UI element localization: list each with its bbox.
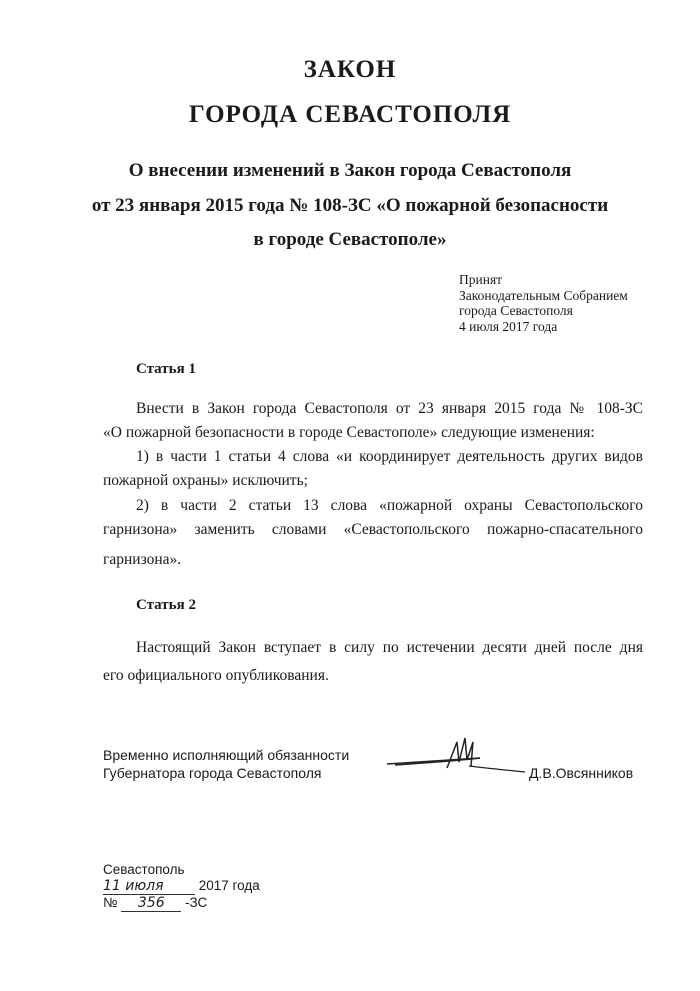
handwritten-date: 11 июля — [103, 878, 195, 895]
footer-number-line — [103, 895, 207, 912]
signatory-position-line: Губернатора города Севастополя — [103, 765, 322, 781]
article-1-item-2-line-2: гарнизона» заменить словами «Севастопольского пожарно-спасательного — [103, 521, 643, 538]
handwritten-signature — [385, 732, 535, 784]
footer-city: Севастополь — [103, 862, 185, 877]
subtitle-line-1: О внесении изменений в Закон города Севастополя — [128, 160, 572, 181]
subtitle-line-3: в городе Севастополе» — [253, 229, 447, 250]
article-2-text-line-1: Настоящий Закон вступает в силу по истечении десяти дней после дня — [136, 639, 643, 656]
law-title: ЗАКОН — [303, 56, 397, 83]
accepted-line: Принят — [459, 272, 503, 287]
footer-year: 2017 года — [198, 878, 260, 893]
article-1-heading: Статья 1 — [136, 361, 196, 377]
accepted-date: 4 июля 2017 года — [459, 318, 558, 334]
number-suffix: -ЗС — [185, 895, 208, 910]
accepted-line: Законодательным Собранием — [459, 287, 628, 303]
signatory-name: Д.В.Овсянников — [529, 765, 634, 781]
accepted-line: города Севастополя — [459, 303, 573, 319]
article-1-item-1-line-2: пожарной охраны» исключить; — [103, 472, 308, 489]
article-1-intro-line-2: «О пожарной безопасности в городе Севастополе» следующие изменения: — [103, 424, 595, 441]
article-1-intro-line-1: Внести в Закон города Севастополя от 23 января 2015 года № 108-ЗС — [136, 400, 643, 417]
signatory-position-line: Временно исполняющий обязанности — [103, 747, 350, 763]
article-2-text-line-2: его официального опубликования. — [103, 667, 329, 684]
footer-date-line — [103, 878, 260, 895]
accepted-block — [459, 272, 628, 334]
number-sign: № — [103, 895, 118, 910]
article-2-heading: Статья 2 — [136, 597, 196, 613]
article-1-item-2-line-1: 2) в части 2 статьи 13 слова «пожарной охраны Севастопольского — [136, 497, 643, 514]
article-1-item-2-line-3: гарнизона». — [103, 551, 182, 568]
handwritten-number: 356 — [121, 895, 181, 912]
subtitle-line-2: от 23 января 2015 года № 108-ЗС «О пожарной безопасности — [91, 195, 609, 216]
signatory-position — [103, 746, 349, 782]
law-title-city: ГОРОДА СЕВАСТОПОЛЯ — [188, 101, 512, 128]
article-1-item-1-line-1: 1) в части 1 статьи 4 слова «и координирует деятельность других видов — [136, 448, 643, 465]
